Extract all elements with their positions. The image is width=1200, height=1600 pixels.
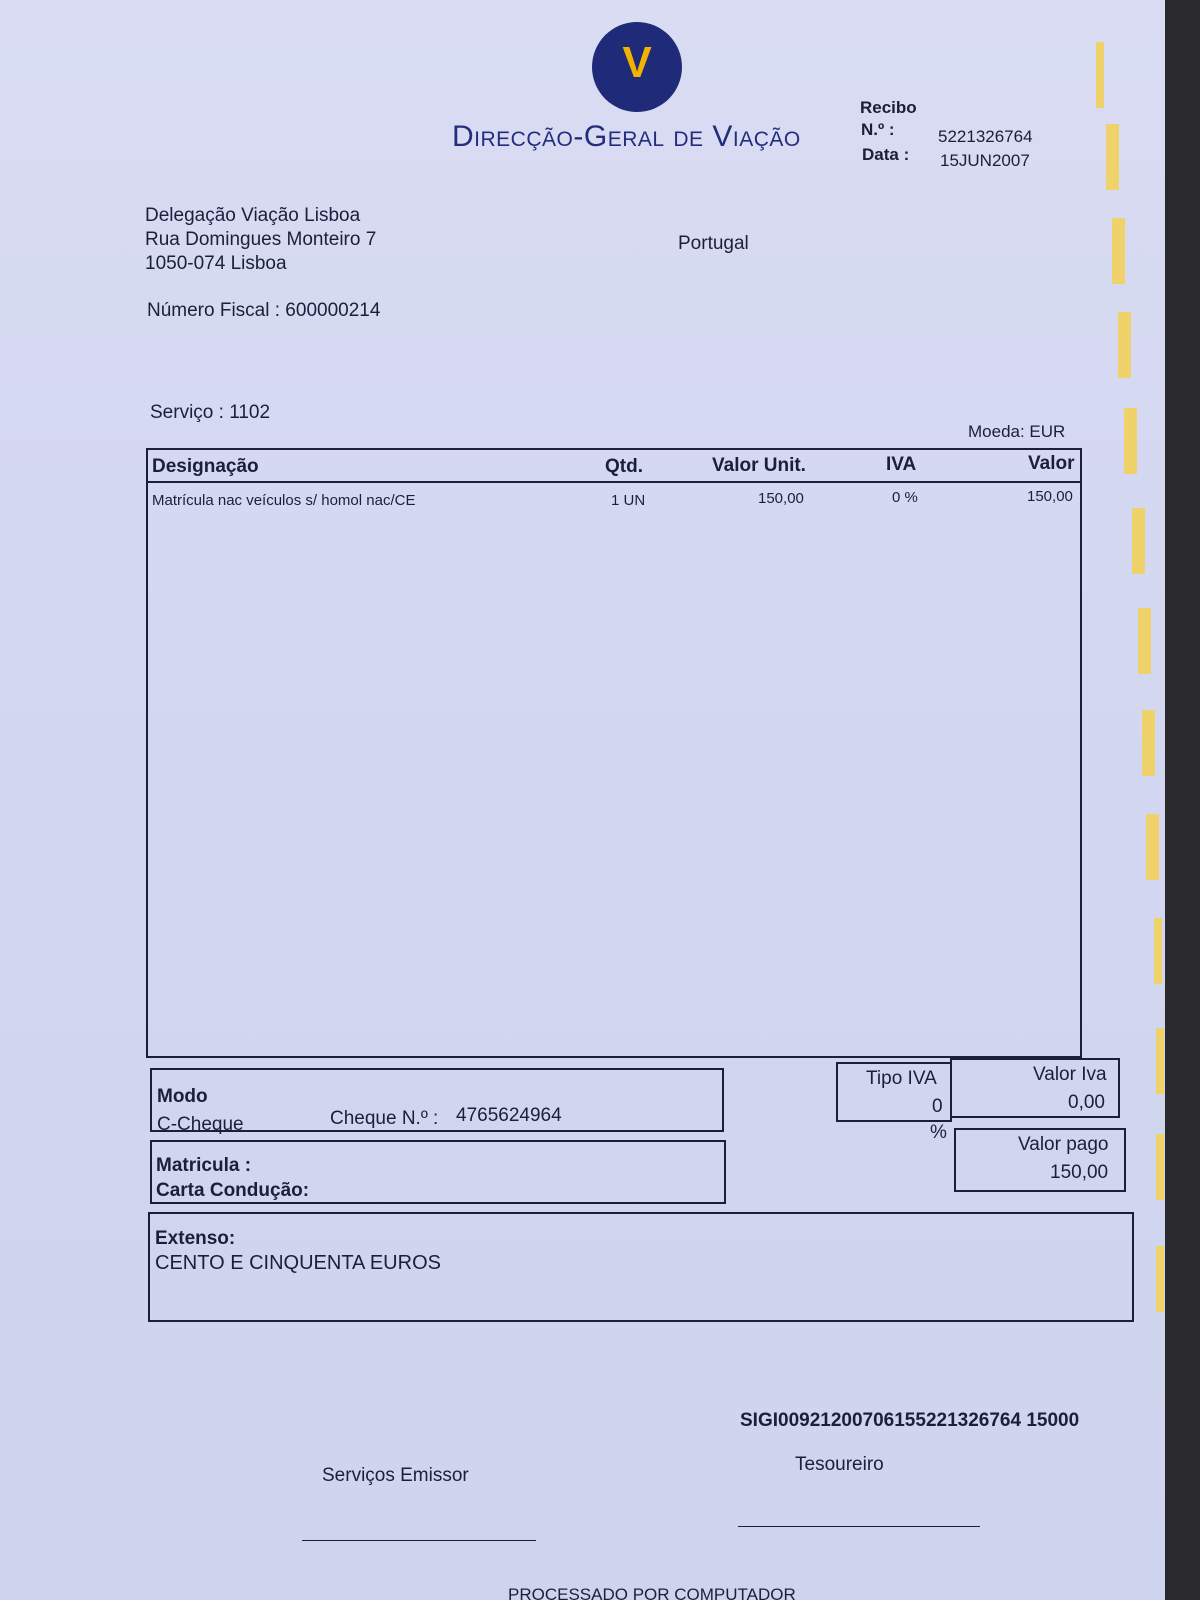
matricula-label: Matricula : <box>156 1155 252 1176</box>
header-designacao: Designação <box>152 456 259 477</box>
processed-note: PROCESSADO POR COMPUTADOR <box>508 1585 796 1600</box>
receipt-number-value: 5221326764 <box>938 127 1033 146</box>
emissor-signature-line <box>302 1540 536 1541</box>
cheque-number-value: 4765624964 <box>456 1105 562 1126</box>
valor-iva-label: Valor Iva <box>1033 1064 1107 1085</box>
org-title-part: G <box>583 120 608 153</box>
row-qtd: 1 UN <box>611 492 646 509</box>
servicos-emissor-label: Serviços Emissor <box>322 1465 469 1486</box>
header-iva: IVA <box>886 454 917 475</box>
perforation-mark <box>1154 918 1162 984</box>
valor-pago-value: 150,00 <box>1050 1162 1109 1183</box>
tesoureiro-signature-line <box>738 1526 980 1527</box>
row-designacao: Matrícula nac veículos s/ homol nac/CE <box>152 492 416 509</box>
perforation-mark <box>1146 814 1159 880</box>
dgv-logo <box>592 22 682 112</box>
row-valor: 150,00 <box>1027 488 1073 505</box>
tipo-iva-label: Tipo IVA <box>866 1068 937 1089</box>
tesoureiro-label: Tesoureiro <box>795 1454 884 1475</box>
cheque-number-label: Cheque N.º : <box>330 1108 439 1129</box>
logo-letter: V <box>622 38 652 87</box>
receipt-number-label: N.º : <box>861 120 895 139</box>
iva-percent-sign: % <box>930 1122 947 1143</box>
org-title-part: D <box>452 120 475 153</box>
tipo-iva-value: 0 <box>932 1096 943 1117</box>
perforation-mark <box>1112 218 1125 284</box>
valor-pago-label: Valor pago <box>1018 1134 1109 1155</box>
issuer-tax-id: Número Fiscal : 600000214 <box>147 300 381 321</box>
perforation-mark <box>1156 1028 1164 1094</box>
payment-mode-label: Modo <box>157 1086 208 1107</box>
row-valor-unit: 150,00 <box>758 490 804 507</box>
organization-title <box>452 120 801 154</box>
org-title-part: eral de <box>607 120 713 153</box>
currency: Moeda: EUR <box>968 422 1066 441</box>
perforation-mark <box>1156 1246 1164 1312</box>
header-valor-unit: Valor Unit. <box>712 455 806 476</box>
service-code: Serviço : 1102 <box>150 402 271 423</box>
sigi-code: SIGI00921200706155221326764 15000 <box>740 1410 1080 1431</box>
row-iva: 0 % <box>892 489 918 506</box>
receipt-label: Recibo <box>860 98 917 117</box>
perforation-mark <box>1142 710 1155 776</box>
table-header-divider <box>146 481 1080 483</box>
org-title-part: irecção- <box>474 120 584 153</box>
issuer-line-2: Rua Domingues Monteiro 7 <box>145 229 377 250</box>
perforation-mark <box>1124 408 1137 474</box>
perforation-mark <box>1132 508 1145 574</box>
perforation-mark <box>1118 312 1131 378</box>
perforation-mark <box>1156 1134 1164 1200</box>
perforation-mark <box>1106 124 1119 190</box>
perforation-mark <box>1096 42 1104 108</box>
perforation-mark <box>1138 608 1151 674</box>
payment-mode-value: C-Cheque <box>157 1114 244 1135</box>
receipt-date-value: 15JUN2007 <box>940 151 1030 170</box>
header-valor: Valor <box>1028 453 1075 474</box>
issuer-line-1: Delegação Viação Lisboa <box>145 205 361 226</box>
items-table <box>146 448 1082 1058</box>
org-title-part: iação <box>732 120 801 153</box>
org-title-part: V <box>712 120 733 153</box>
valor-iva-value: 0,00 <box>1068 1092 1105 1113</box>
carta-conducao-label: Carta Condução: <box>156 1180 310 1201</box>
receipt-date-label: Data : <box>862 145 910 164</box>
header-qtd: Qtd. <box>605 456 643 477</box>
issuer-line-3: 1050-074 Lisboa <box>145 253 287 274</box>
extenso-label: Extenso: <box>155 1228 236 1249</box>
extenso-value: CENTO E CINQUENTA EUROS <box>155 1252 441 1274</box>
recipient-country: Portugal <box>678 233 749 254</box>
